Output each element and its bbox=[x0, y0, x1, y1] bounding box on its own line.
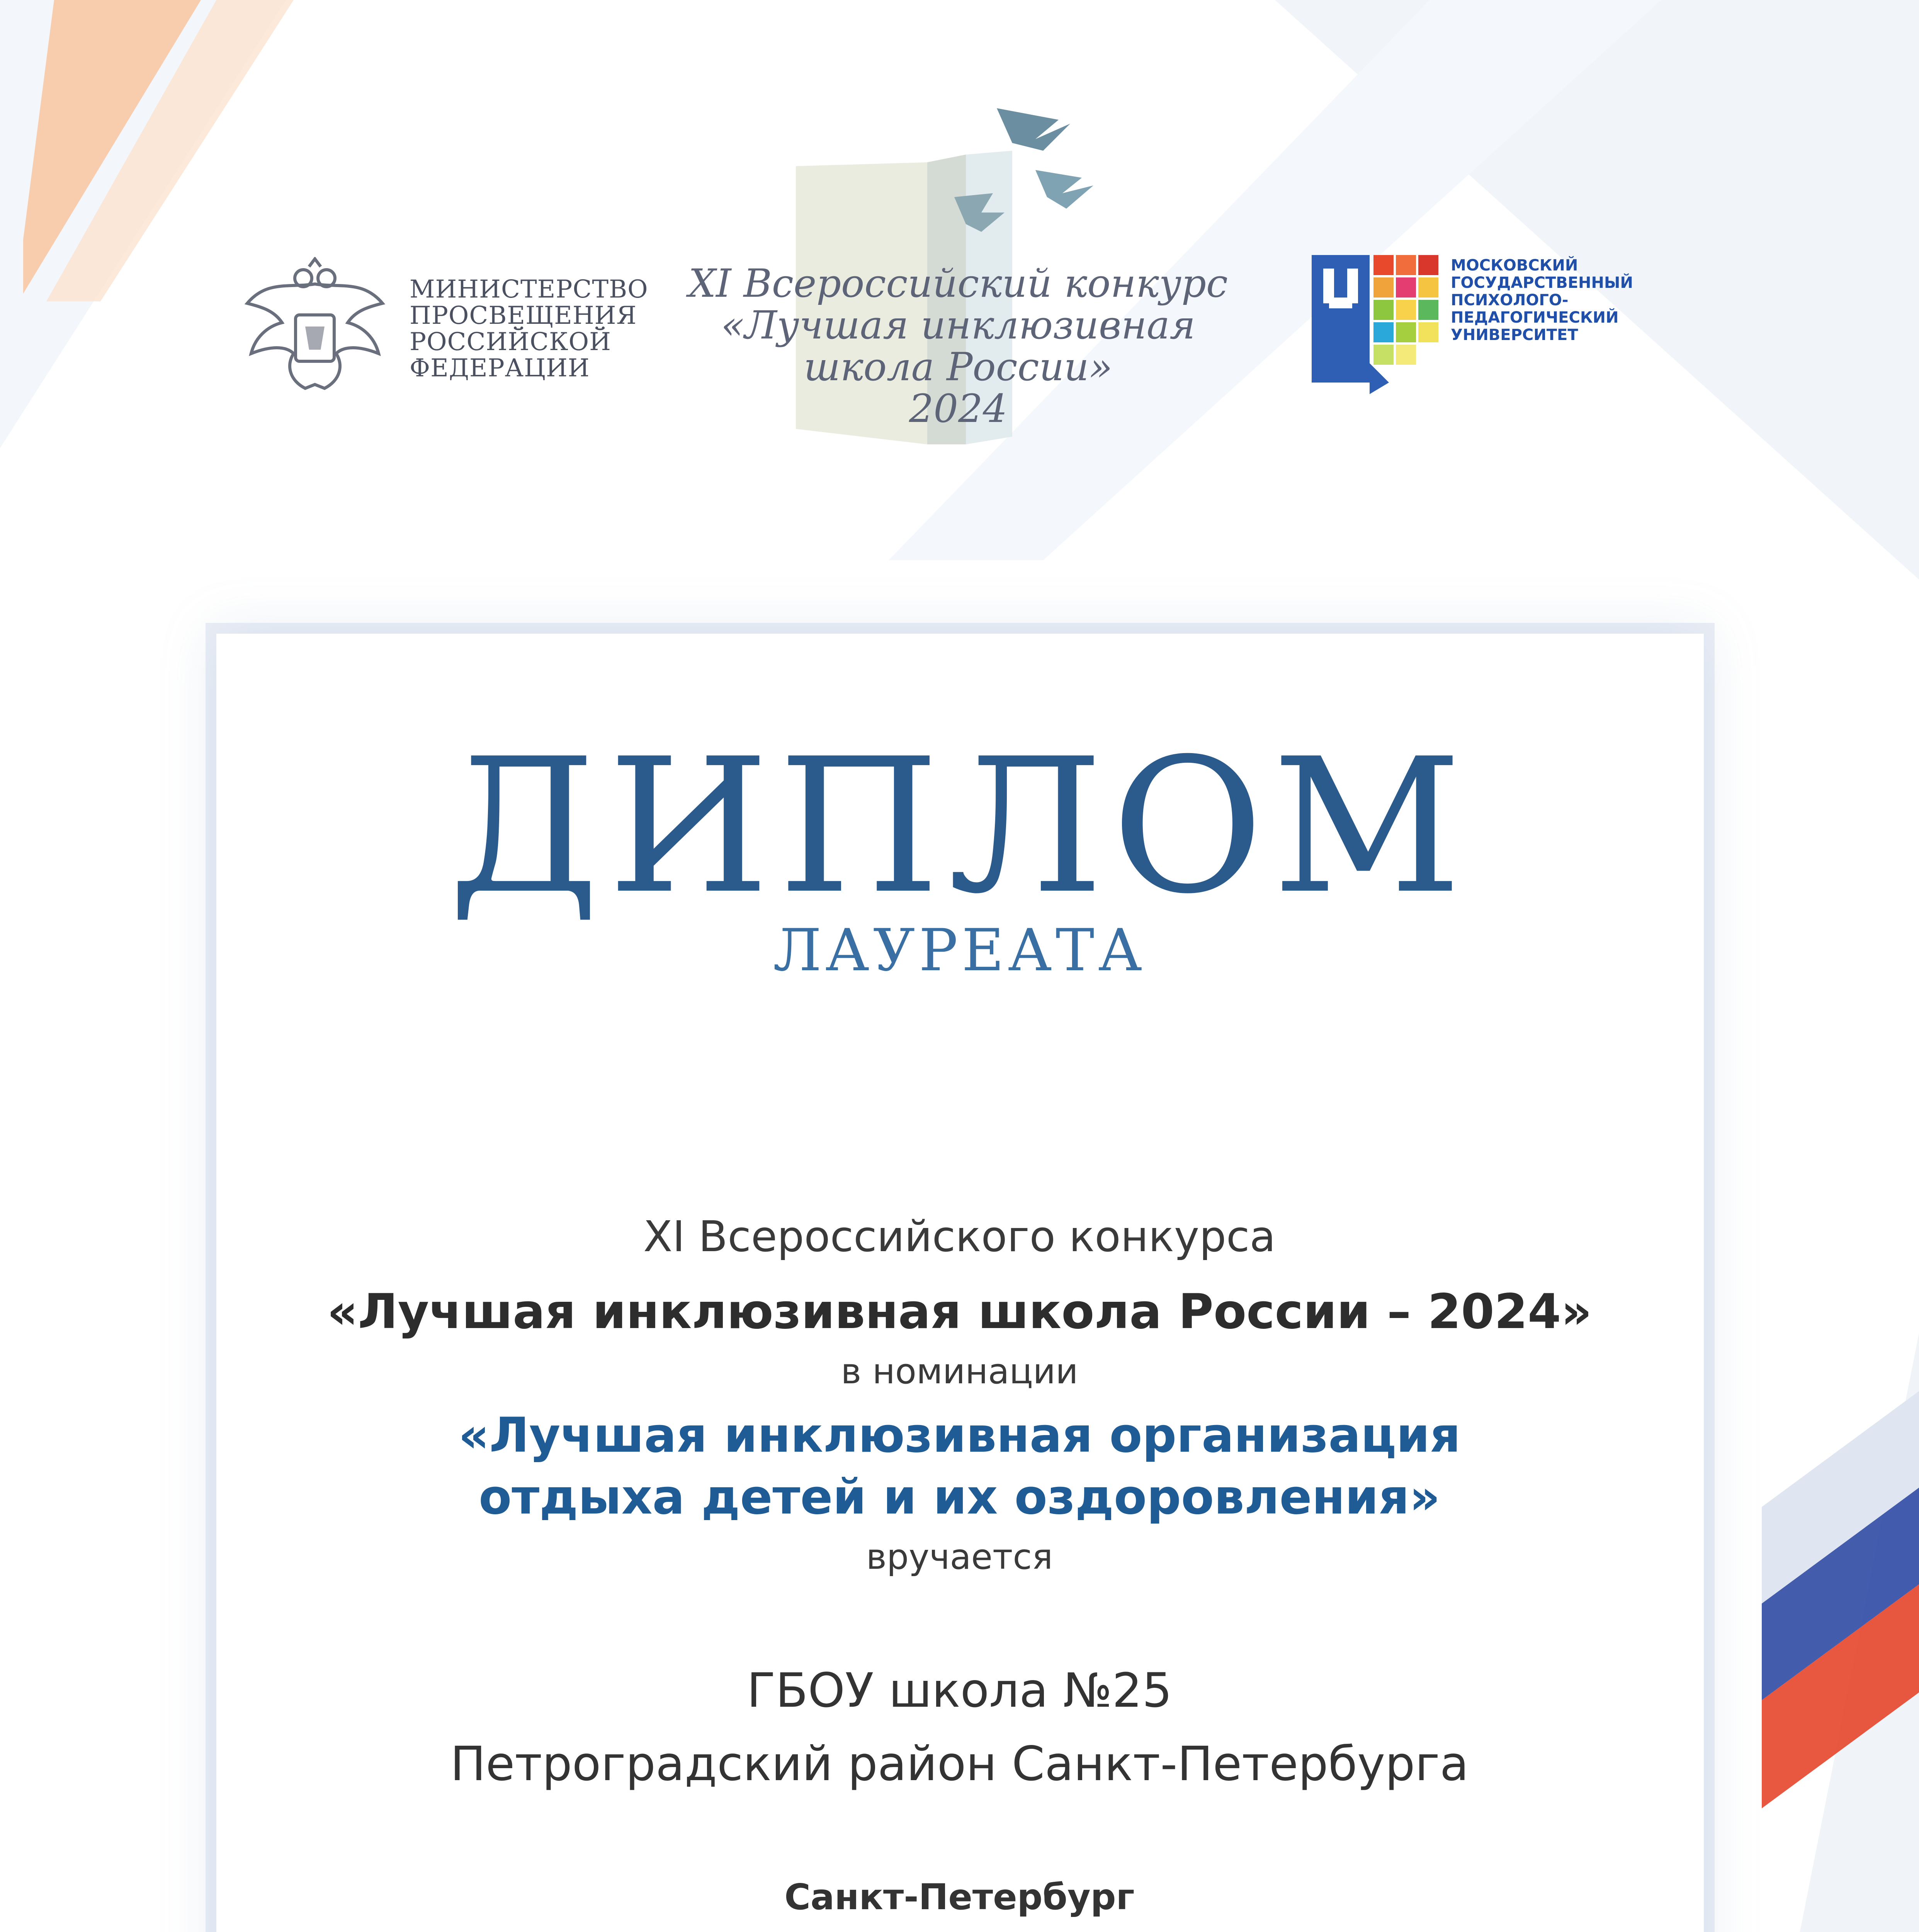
nomination-line-2: отдыха детей и их оздоровления» bbox=[479, 1469, 1440, 1525]
recipient-line-1: ГБОУ школа №25 bbox=[747, 1663, 1172, 1718]
diploma-subtitle: ЛАУРЕАТА bbox=[773, 917, 1146, 984]
nomination-line-1: «Лучшая инклюзивная организация bbox=[458, 1408, 1461, 1463]
contest-name: «Лучшая инклюзивная школа России – 2024» bbox=[327, 1284, 1592, 1340]
diploma-title: ДИПЛОМ bbox=[449, 719, 1470, 935]
awarded-label: вручается bbox=[866, 1537, 1053, 1577]
university-name: МОСКОВСКИЙ ГОСУДАРСТВЕННЫЙ ПСИХОЛОГО- ПЕДАГОГИЧЕСКИЙ УНИВЕРСИТЕТ bbox=[1451, 257, 1633, 344]
contest-line: XI Всероссийского конкурса bbox=[643, 1212, 1276, 1261]
recipient-line-2: Петроградский район Санкт-Петербурга bbox=[450, 1736, 1469, 1791]
nomination-label: в номинации bbox=[841, 1351, 1078, 1392]
ministry-emblem-icon bbox=[232, 257, 398, 400]
ministry-name: МИНИСТЕРСТВО ПРОСВЕЩЕНИЯ РОССИЙСКОЙ ФЕДЕРАЦИИ bbox=[410, 275, 648, 383]
contest-title: XI Всероссийский конкурс «Лучшая инклюзивная школа России» 2024 bbox=[688, 261, 1228, 431]
city: Санкт-Петербург bbox=[784, 1876, 1135, 1918]
university-logo-icon bbox=[1312, 255, 1439, 394]
